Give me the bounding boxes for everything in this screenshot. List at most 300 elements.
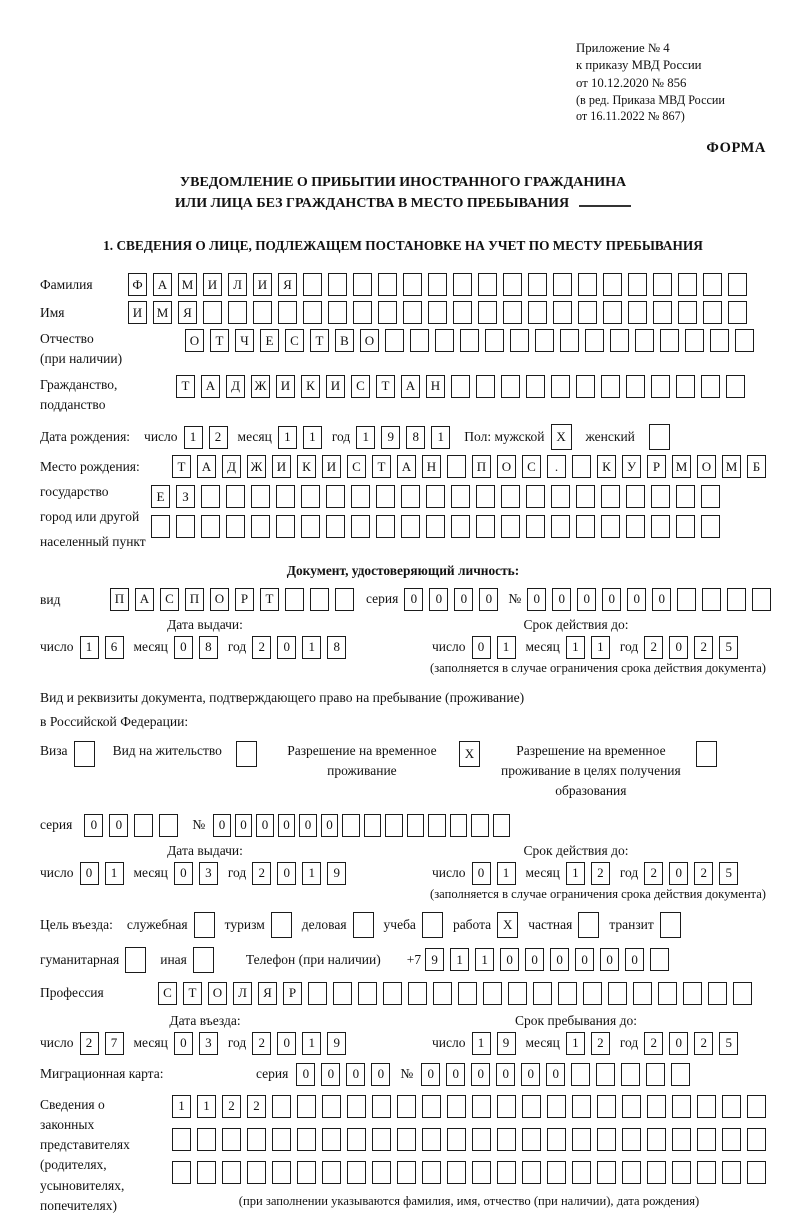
surname-cell[interactable]: И: [253, 273, 272, 296]
representatives-cell[interactable]: [272, 1128, 291, 1151]
valid-month-cell[interactable]: 1: [591, 636, 610, 659]
surname-cell[interactable]: [378, 273, 397, 296]
citizenship-cell[interactable]: [726, 375, 745, 398]
patronymic-cell[interactable]: С: [285, 329, 304, 352]
citizenship-cell[interactable]: Т: [176, 375, 195, 398]
surname-cell[interactable]: [628, 273, 647, 296]
birth-place-cell[interactable]: [451, 515, 470, 538]
representatives-cell[interactable]: [622, 1128, 641, 1151]
valid-day-cell[interactable]: 1: [497, 636, 516, 659]
stay-valid-year-cell[interactable]: 2: [644, 862, 663, 885]
representatives-cell[interactable]: [672, 1161, 691, 1184]
stay-valid-year-cell[interactable]: 0: [669, 862, 688, 885]
surname-cell[interactable]: И: [203, 273, 222, 296]
birth-place-cell[interactable]: [447, 455, 466, 478]
issue-year-cell[interactable]: 8: [327, 636, 346, 659]
representatives-cell[interactable]: [247, 1161, 266, 1184]
migration-number-cell[interactable]: [621, 1063, 640, 1086]
birth-place-cell[interactable]: К: [597, 455, 616, 478]
doc-number-cell[interactable]: 0: [577, 588, 596, 611]
birth-place-cell[interactable]: [451, 485, 470, 508]
migration-number-cell[interactable]: 0: [521, 1063, 540, 1086]
birth-place-cell[interactable]: [201, 485, 220, 508]
valid-year-cell[interactable]: 0: [669, 636, 688, 659]
stay-number-cell[interactable]: 0: [213, 814, 231, 837]
phone-cell[interactable]: 0: [625, 948, 644, 971]
surname-cell[interactable]: М: [178, 273, 197, 296]
purpose-official-checkbox[interactable]: [194, 912, 215, 938]
migration-number-cell[interactable]: [596, 1063, 615, 1086]
purpose-other-checkbox[interactable]: [193, 947, 214, 973]
given-name-cell[interactable]: [253, 301, 272, 324]
birth-place-cell[interactable]: Ж: [247, 455, 266, 478]
surname-cell[interactable]: [353, 273, 372, 296]
representatives-cell[interactable]: [247, 1128, 266, 1151]
surname-cell[interactable]: [653, 273, 672, 296]
representatives-cell[interactable]: [572, 1095, 591, 1118]
birth-place-cell[interactable]: З: [176, 485, 195, 508]
representatives-cell[interactable]: [197, 1161, 216, 1184]
stay-number-cell[interactable]: 0: [299, 814, 317, 837]
representatives-cell[interactable]: [472, 1095, 491, 1118]
profession-cell[interactable]: [458, 982, 477, 1005]
representatives-cell[interactable]: [522, 1161, 541, 1184]
birth-place-cell[interactable]: Р: [647, 455, 666, 478]
birth-place-cell[interactable]: [526, 515, 545, 538]
citizenship-cell[interactable]: [651, 375, 670, 398]
birth-year-cell[interactable]: 1: [356, 426, 375, 449]
surname-cell[interactable]: [678, 273, 697, 296]
stay-number-cell[interactable]: 0: [256, 814, 274, 837]
surname-cell[interactable]: [603, 273, 622, 296]
birth-place-cell[interactable]: [551, 515, 570, 538]
issue-day-cell[interactable]: 1: [80, 636, 99, 659]
stay-number-cell[interactable]: 0: [321, 814, 339, 837]
representatives-cell[interactable]: [572, 1161, 591, 1184]
patronymic-cell[interactable]: [435, 329, 454, 352]
representatives-cell[interactable]: [297, 1161, 316, 1184]
citizenship-cell[interactable]: К: [301, 375, 320, 398]
migration-series-cell[interactable]: 0: [296, 1063, 315, 1086]
representatives-cell[interactable]: [747, 1128, 766, 1151]
phone-cell[interactable]: 0: [575, 948, 594, 971]
birth-place-cell[interactable]: .: [547, 455, 566, 478]
sex-female-checkbox[interactable]: [649, 424, 670, 450]
given-name-cell[interactable]: [353, 301, 372, 324]
patronymic-cell[interactable]: [685, 329, 704, 352]
given-name-cell[interactable]: [303, 301, 322, 324]
birth-place-cell[interactable]: С: [347, 455, 366, 478]
citizenship-cell[interactable]: А: [401, 375, 420, 398]
representatives-cell[interactable]: [197, 1128, 216, 1151]
birth-place-cell[interactable]: [701, 515, 720, 538]
representatives-cell[interactable]: [497, 1128, 516, 1151]
entry-month-cell[interactable]: 0: [174, 1032, 193, 1055]
purpose-humanitarian-checkbox[interactable]: [125, 947, 146, 973]
representatives-cell[interactable]: [322, 1095, 341, 1118]
migration-number-cell[interactable]: [571, 1063, 590, 1086]
given-name-cell[interactable]: [478, 301, 497, 324]
purpose-work-checkbox[interactable]: X: [497, 912, 518, 938]
doc-kind-cell[interactable]: С: [160, 588, 179, 611]
birth-place-cell[interactable]: [401, 515, 420, 538]
representatives-cell[interactable]: [747, 1095, 766, 1118]
given-name-cell[interactable]: [653, 301, 672, 324]
patronymic-cell[interactable]: Т: [210, 329, 229, 352]
representatives-cell[interactable]: [497, 1161, 516, 1184]
doc-series-cell[interactable]: 0: [454, 588, 473, 611]
surname-cell[interactable]: [428, 273, 447, 296]
phone-cell[interactable]: 0: [550, 948, 569, 971]
birth-place-cell[interactable]: [251, 485, 270, 508]
valid-year-cell[interactable]: 2: [644, 636, 663, 659]
given-name-cell[interactable]: [728, 301, 747, 324]
profession-cell[interactable]: [508, 982, 527, 1005]
migration-number-cell[interactable]: 0: [421, 1063, 440, 1086]
entry-month-cell[interactable]: 3: [199, 1032, 218, 1055]
representatives-cell[interactable]: [372, 1128, 391, 1151]
representatives-cell[interactable]: 2: [247, 1095, 266, 1118]
birth-place-cell[interactable]: О: [497, 455, 516, 478]
representatives-cell[interactable]: [297, 1128, 316, 1151]
profession-cell[interactable]: [408, 982, 427, 1005]
phone-cell[interactable]: 0: [500, 948, 519, 971]
birth-place-cell[interactable]: [626, 485, 645, 508]
profession-cell[interactable]: [658, 982, 677, 1005]
stay-valid-day-cell[interactable]: 1: [497, 862, 516, 885]
given-name-cell[interactable]: [553, 301, 572, 324]
stay-number-cell[interactable]: [342, 814, 360, 837]
given-name-cell[interactable]: [453, 301, 472, 324]
phone-cell[interactable]: 1: [475, 948, 494, 971]
surname-cell[interactable]: [528, 273, 547, 296]
profession-cell[interactable]: [683, 982, 702, 1005]
citizenship-cell[interactable]: [501, 375, 520, 398]
birth-place-cell[interactable]: А: [397, 455, 416, 478]
citizenship-cell[interactable]: А: [201, 375, 220, 398]
doc-number-cell[interactable]: 0: [527, 588, 546, 611]
birth-place-cell[interactable]: [276, 485, 295, 508]
patronymic-cell[interactable]: О: [185, 329, 204, 352]
birth-year-cell[interactable]: 1: [431, 426, 450, 449]
representatives-cell[interactable]: [422, 1128, 441, 1151]
issue-day-cell[interactable]: 6: [105, 636, 124, 659]
profession-cell[interactable]: [633, 982, 652, 1005]
given-name-cell[interactable]: М: [153, 301, 172, 324]
birth-place-cell[interactable]: [226, 515, 245, 538]
migration-number-cell[interactable]: [646, 1063, 665, 1086]
patronymic-cell[interactable]: О: [360, 329, 379, 352]
profession-cell[interactable]: [583, 982, 602, 1005]
stay-series-cell[interactable]: [159, 814, 178, 837]
surname-cell[interactable]: [553, 273, 572, 296]
doc-number-cell[interactable]: 0: [652, 588, 671, 611]
doc-kind-cell[interactable]: Т: [260, 588, 279, 611]
birth-place-cell[interactable]: Т: [372, 455, 391, 478]
representatives-cell[interactable]: [272, 1095, 291, 1118]
representatives-cell[interactable]: [372, 1095, 391, 1118]
representatives-cell[interactable]: [522, 1095, 541, 1118]
birth-place-cell[interactable]: [601, 515, 620, 538]
citizenship-cell[interactable]: [551, 375, 570, 398]
birth-place-cell[interactable]: [401, 485, 420, 508]
migration-series-cell[interactable]: 0: [371, 1063, 390, 1086]
stay-series-cell[interactable]: [134, 814, 153, 837]
given-name-cell[interactable]: [378, 301, 397, 324]
stay-until-year-cell[interactable]: 2: [694, 1032, 713, 1055]
representatives-cell[interactable]: [447, 1095, 466, 1118]
issue-year-cell[interactable]: 0: [277, 636, 296, 659]
stay-until-year-cell[interactable]: 0: [669, 1032, 688, 1055]
representatives-cell[interactable]: [347, 1095, 366, 1118]
representatives-cell[interactable]: [472, 1161, 491, 1184]
birth-place-cell[interactable]: [576, 485, 595, 508]
valid-month-cell[interactable]: 1: [566, 636, 585, 659]
patronymic-cell[interactable]: [660, 329, 679, 352]
stay-valid-month-cell[interactable]: 2: [591, 862, 610, 885]
surname-cell[interactable]: [478, 273, 497, 296]
patronymic-cell[interactable]: [635, 329, 654, 352]
representatives-cell[interactable]: 2: [222, 1095, 241, 1118]
birth-place-cell[interactable]: [351, 515, 370, 538]
representatives-cell[interactable]: [297, 1095, 316, 1118]
birth-place-cell[interactable]: М: [722, 455, 741, 478]
profession-cell[interactable]: О: [208, 982, 227, 1005]
birth-place-cell[interactable]: [476, 515, 495, 538]
representatives-cell[interactable]: [347, 1161, 366, 1184]
birth-place-cell[interactable]: [426, 485, 445, 508]
given-name-cell[interactable]: Я: [178, 301, 197, 324]
stay-issue-year-cell[interactable]: 0: [277, 862, 296, 885]
profession-cell[interactable]: [558, 982, 577, 1005]
representatives-cell[interactable]: [722, 1095, 741, 1118]
birth-place-cell[interactable]: Д: [222, 455, 241, 478]
birth-place-cell[interactable]: [326, 485, 345, 508]
doc-kind-cell[interactable]: [310, 588, 329, 611]
birth-place-cell[interactable]: С: [522, 455, 541, 478]
representatives-cell[interactable]: [422, 1095, 441, 1118]
stay-valid-day-cell[interactable]: 0: [472, 862, 491, 885]
surname-cell[interactable]: [403, 273, 422, 296]
profession-cell[interactable]: Р: [283, 982, 302, 1005]
birth-place-cell[interactable]: Н: [422, 455, 441, 478]
migration-series-cell[interactable]: 0: [321, 1063, 340, 1086]
birth-place-cell[interactable]: [576, 515, 595, 538]
doc-number-cell[interactable]: [752, 588, 771, 611]
given-name-cell[interactable]: [628, 301, 647, 324]
stay-number-cell[interactable]: [493, 814, 511, 837]
profession-cell[interactable]: [433, 982, 452, 1005]
stay-series-cell[interactable]: 0: [84, 814, 103, 837]
entry-day-cell[interactable]: 7: [105, 1032, 124, 1055]
migration-series-cell[interactable]: 0: [346, 1063, 365, 1086]
birth-place-cell[interactable]: [226, 485, 245, 508]
stay-valid-year-cell[interactable]: 2: [694, 862, 713, 885]
representatives-cell[interactable]: [697, 1161, 716, 1184]
stay-number-cell[interactable]: 0: [278, 814, 296, 837]
birth-place-cell[interactable]: М: [672, 455, 691, 478]
given-name-cell[interactable]: [428, 301, 447, 324]
citizenship-cell[interactable]: [451, 375, 470, 398]
surname-cell[interactable]: [303, 273, 322, 296]
representatives-cell[interactable]: [272, 1161, 291, 1184]
representatives-cell[interactable]: [472, 1128, 491, 1151]
citizenship-cell[interactable]: И: [326, 375, 345, 398]
patronymic-cell[interactable]: [735, 329, 754, 352]
birth-place-cell[interactable]: [201, 515, 220, 538]
representatives-cell[interactable]: [172, 1161, 191, 1184]
surname-cell[interactable]: [578, 273, 597, 296]
birth-place-cell[interactable]: Т: [172, 455, 191, 478]
profession-cell[interactable]: Л: [233, 982, 252, 1005]
birth-place-cell[interactable]: [526, 485, 545, 508]
representatives-cell[interactable]: [697, 1128, 716, 1151]
migration-number-cell[interactable]: 0: [446, 1063, 465, 1086]
patronymic-cell[interactable]: Т: [310, 329, 329, 352]
representatives-cell[interactable]: 1: [197, 1095, 216, 1118]
doc-kind-cell[interactable]: О: [210, 588, 229, 611]
given-name-cell[interactable]: [328, 301, 347, 324]
birth-year-cell[interactable]: 8: [406, 426, 425, 449]
birth-place-cell[interactable]: [476, 485, 495, 508]
given-name-cell[interactable]: [503, 301, 522, 324]
stay-number-cell[interactable]: 0: [235, 814, 253, 837]
representatives-cell[interactable]: [372, 1161, 391, 1184]
doc-number-cell[interactable]: [727, 588, 746, 611]
profession-cell[interactable]: [383, 982, 402, 1005]
given-name-cell[interactable]: [203, 301, 222, 324]
stay-issue-month-cell[interactable]: 3: [199, 862, 218, 885]
birth-place-cell[interactable]: [551, 485, 570, 508]
birth-place-cell[interactable]: [651, 485, 670, 508]
representatives-cell[interactable]: [672, 1095, 691, 1118]
sex-male-checkbox[interactable]: X: [551, 424, 572, 450]
valid-day-cell[interactable]: 0: [472, 636, 491, 659]
representatives-cell[interactable]: [647, 1095, 666, 1118]
profession-cell[interactable]: [358, 982, 377, 1005]
citizenship-cell[interactable]: [676, 375, 695, 398]
birth-place-cell[interactable]: Е: [151, 485, 170, 508]
birth-month-cell[interactable]: 1: [303, 426, 322, 449]
birth-place-cell[interactable]: О: [697, 455, 716, 478]
given-name-cell[interactable]: И: [128, 301, 147, 324]
entry-day-cell[interactable]: 2: [80, 1032, 99, 1055]
doc-kind-cell[interactable]: П: [110, 588, 129, 611]
issue-year-cell[interactable]: 2: [252, 636, 271, 659]
representatives-cell[interactable]: [622, 1161, 641, 1184]
representatives-cell[interactable]: [322, 1161, 341, 1184]
birth-day-cell[interactable]: 2: [209, 426, 228, 449]
stay-issue-day-cell[interactable]: 1: [105, 862, 124, 885]
citizenship-cell[interactable]: [476, 375, 495, 398]
representatives-cell[interactable]: [647, 1128, 666, 1151]
patronymic-cell[interactable]: [710, 329, 729, 352]
birth-month-cell[interactable]: 1: [278, 426, 297, 449]
patronymic-cell[interactable]: [535, 329, 554, 352]
citizenship-cell[interactable]: Н: [426, 375, 445, 398]
representatives-cell[interactable]: [497, 1095, 516, 1118]
doc-series-cell[interactable]: 0: [429, 588, 448, 611]
given-name-cell[interactable]: [578, 301, 597, 324]
representatives-cell[interactable]: [397, 1161, 416, 1184]
profession-cell[interactable]: [608, 982, 627, 1005]
representatives-cell[interactable]: [572, 1128, 591, 1151]
stay-number-cell[interactable]: [471, 814, 489, 837]
given-name-cell[interactable]: [403, 301, 422, 324]
given-name-cell[interactable]: [603, 301, 622, 324]
birth-place-cell[interactable]: [301, 515, 320, 538]
profession-cell[interactable]: [483, 982, 502, 1005]
representatives-cell[interactable]: [597, 1095, 616, 1118]
birth-place-cell[interactable]: [376, 515, 395, 538]
birth-place-cell[interactable]: [701, 485, 720, 508]
phone-cell[interactable]: 0: [525, 948, 544, 971]
birth-place-cell[interactable]: [326, 515, 345, 538]
birth-place-cell[interactable]: [601, 485, 620, 508]
stay-number-cell[interactable]: [385, 814, 403, 837]
doc-number-cell[interactable]: [677, 588, 696, 611]
surname-cell[interactable]: Ф: [128, 273, 147, 296]
birth-place-cell[interactable]: И: [322, 455, 341, 478]
representatives-cell[interactable]: [672, 1128, 691, 1151]
patronymic-cell[interactable]: Е: [260, 329, 279, 352]
birth-place-cell[interactable]: П: [472, 455, 491, 478]
stay-valid-year-cell[interactable]: 5: [719, 862, 738, 885]
stay-until-day-cell[interactable]: 9: [497, 1032, 516, 1055]
birth-place-cell[interactable]: [651, 515, 670, 538]
profession-cell[interactable]: [733, 982, 752, 1005]
entry-year-cell[interactable]: 9: [327, 1032, 346, 1055]
representatives-cell[interactable]: [697, 1095, 716, 1118]
migration-number-cell[interactable]: 0: [471, 1063, 490, 1086]
stay-issue-year-cell[interactable]: 2: [252, 862, 271, 885]
given-name-cell[interactable]: [278, 301, 297, 324]
representatives-cell[interactable]: [547, 1161, 566, 1184]
surname-cell[interactable]: [728, 273, 747, 296]
profession-cell[interactable]: [308, 982, 327, 1005]
profession-cell[interactable]: [333, 982, 352, 1005]
stay-until-month-cell[interactable]: 2: [591, 1032, 610, 1055]
migration-number-cell[interactable]: 0: [496, 1063, 515, 1086]
birth-place-cell[interactable]: [351, 485, 370, 508]
representatives-cell[interactable]: [222, 1161, 241, 1184]
doc-kind-cell[interactable]: [285, 588, 304, 611]
surname-cell[interactable]: [703, 273, 722, 296]
birth-year-cell[interactable]: 9: [381, 426, 400, 449]
stay-issue-day-cell[interactable]: 0: [80, 862, 99, 885]
stay-issue-year-cell[interactable]: 1: [302, 862, 321, 885]
stay-number-cell[interactable]: [428, 814, 446, 837]
citizenship-cell[interactable]: С: [351, 375, 370, 398]
entry-year-cell[interactable]: 2: [252, 1032, 271, 1055]
patronymic-cell[interactable]: [385, 329, 404, 352]
purpose-tourism-checkbox[interactable]: [271, 912, 292, 938]
stay-until-year-cell[interactable]: 2: [644, 1032, 663, 1055]
citizenship-cell[interactable]: Ж: [251, 375, 270, 398]
surname-cell[interactable]: Я: [278, 273, 297, 296]
doc-number-cell[interactable]: 0: [602, 588, 621, 611]
representatives-cell[interactable]: [647, 1161, 666, 1184]
birth-place-cell[interactable]: [176, 515, 195, 538]
entry-year-cell[interactable]: 1: [302, 1032, 321, 1055]
phone-cell[interactable]: 0: [600, 948, 619, 971]
doc-kind-cell[interactable]: А: [135, 588, 154, 611]
citizenship-cell[interactable]: [576, 375, 595, 398]
representatives-cell[interactable]: [597, 1161, 616, 1184]
doc-number-cell[interactable]: 0: [627, 588, 646, 611]
representatives-cell[interactable]: [172, 1128, 191, 1151]
birth-place-cell[interactable]: Б: [747, 455, 766, 478]
